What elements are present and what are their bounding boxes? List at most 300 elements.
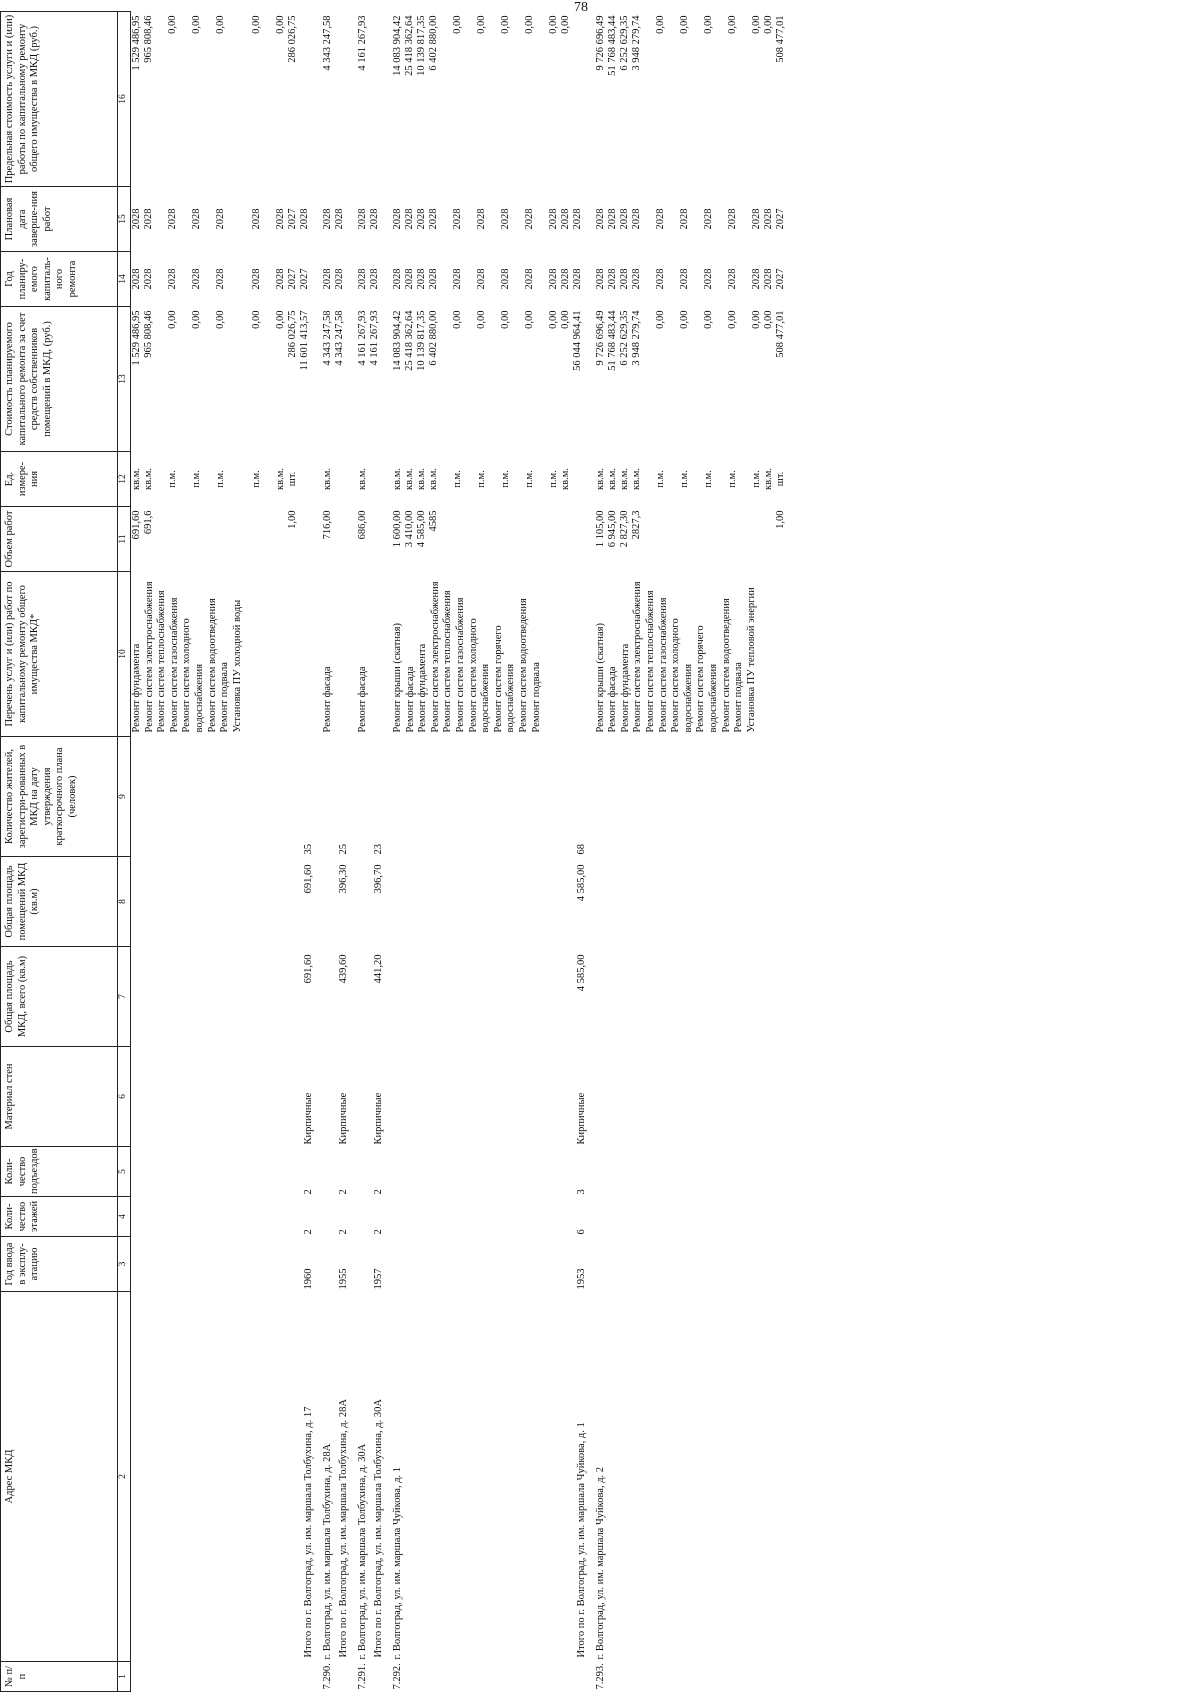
- empty-cell: [299, 452, 316, 507]
- limit-cost-value: [239, 16, 251, 185]
- volume-value: [263, 511, 275, 570]
- end-year-value: 2028: [594, 208, 606, 230]
- end-year-value: 2028: [451, 208, 463, 230]
- unit-value: п.м.: [702, 470, 714, 488]
- empty-cell: [131, 1662, 300, 1692]
- cost-value: 0,00: [191, 310, 202, 329]
- volume-value: [500, 511, 512, 570]
- end-year-value: 2028: [499, 208, 511, 230]
- end-year-value: 2028: [131, 208, 142, 230]
- volume-value: [691, 511, 703, 570]
- volume-value: [655, 511, 667, 570]
- repair-year-value: 2028: [618, 268, 630, 290]
- volume-value: [715, 511, 727, 570]
- volume-value: [488, 511, 500, 570]
- unit-value: п.м.: [726, 470, 738, 488]
- total-row: [369, 12, 386, 1692]
- residents: 23: [373, 844, 385, 855]
- area-rooms: 396,70: [373, 864, 385, 894]
- total-cost: 4 343 247,58: [334, 310, 346, 366]
- limit-cost-value: 286 026,75: [287, 15, 298, 63]
- header-floors: Коли-чество этажей: [1, 1197, 118, 1237]
- repair-year-value: 2028: [678, 268, 690, 290]
- empty-cell: [369, 452, 386, 507]
- volume-value: [512, 511, 524, 570]
- total-repair-year: 2027: [299, 268, 310, 290]
- works-cell: [316, 572, 335, 737]
- empty-cell: [589, 1197, 787, 1237]
- limit-cost-value: [667, 16, 679, 185]
- work-item: Ремонт систем газоснабжения: [657, 597, 669, 733]
- header-area-total: Общая площадь МКД, всего (кв.м): [1, 947, 118, 1047]
- total-repair-year: 2028: [369, 268, 381, 290]
- total-repair-year: 2028: [334, 268, 346, 290]
- empty-cell: [299, 572, 316, 737]
- header-residents: Количество жителей, зарегистри-рованных в МКД на дату утверждения краткосрочного плана (человек): [1, 737, 118, 857]
- repair-year-value: 2028: [630, 268, 642, 290]
- works-cell: [386, 572, 572, 737]
- unit-value: [536, 454, 548, 505]
- unit-value: кв.м.: [594, 468, 606, 490]
- work-item: Ремонт систем водоотведения: [517, 598, 529, 733]
- end-year-value: 2028: [475, 208, 487, 230]
- column-number: 10: [118, 572, 131, 737]
- area-total: 439,60: [338, 954, 350, 984]
- volume-value: [251, 511, 263, 570]
- volume-value: [667, 511, 679, 570]
- floors: 2: [338, 1229, 350, 1235]
- cost-value: [643, 311, 655, 450]
- unit-value: п.м.: [750, 470, 762, 488]
- volume-value: [751, 511, 763, 570]
- repair-year-value: [263, 254, 275, 305]
- repair-year-value: 2028: [547, 268, 559, 290]
- limit-cost-value: 0,00: [559, 15, 571, 34]
- cost-value: [440, 311, 452, 450]
- limit-cost-value: 0,00: [215, 15, 226, 34]
- end-year-value-cell: [386, 187, 572, 252]
- total-row: [572, 12, 589, 1692]
- repair-year-value: 2028: [451, 268, 463, 290]
- cost-value-cell: [589, 307, 787, 452]
- end-year-value: 2028: [143, 208, 154, 230]
- empty-cell: [386, 737, 572, 857]
- end-year-value-cell: [131, 187, 300, 252]
- limit-cost-value: 0,00: [167, 15, 178, 34]
- entrances: 2: [338, 1189, 350, 1195]
- cost-value: 0,00: [702, 310, 714, 329]
- cost-value: 0,00: [451, 310, 463, 329]
- cost-value: 3 948 279,74: [630, 310, 642, 366]
- unit-value: [715, 454, 727, 505]
- repair-year-value: 2028: [167, 268, 178, 290]
- end-year-value: 2027: [287, 208, 298, 230]
- cost-value: 0,00: [726, 310, 738, 329]
- unit-value-cell: [589, 452, 787, 507]
- limit-cost-value: [536, 16, 548, 185]
- entrances: 2: [303, 1189, 314, 1195]
- empty-cell: [386, 857, 572, 947]
- cost-value: 0,00: [499, 310, 511, 329]
- repair-year-value: [512, 254, 524, 305]
- work-item: Ремонт систем водоотведения: [720, 598, 732, 733]
- work-item: Установка ПУ холодной воды: [231, 599, 243, 733]
- year-built: 1955: [338, 1268, 350, 1290]
- end-year-value: [179, 189, 191, 250]
- repair-year-value: [227, 254, 239, 305]
- header-repair-year: Год планиру-емого капиталь-ного ремонта: [1, 252, 118, 307]
- empty-cell: [351, 947, 370, 1047]
- volume-value: 3 410,00: [403, 510, 415, 548]
- area-total: 691,60: [303, 954, 314, 984]
- end-year-value-cell: [316, 187, 335, 252]
- row-number: 7.291.: [356, 1663, 368, 1690]
- cost-value: 4 161 267,93: [356, 310, 368, 366]
- end-year-value: [239, 189, 251, 250]
- volume-value: [464, 511, 476, 570]
- cost-value: 1 529 486,95: [131, 310, 142, 366]
- limit-cost-value: [715, 16, 727, 185]
- cost-value: [179, 311, 191, 450]
- unit-value: [643, 454, 655, 505]
- empty-cell: [386, 947, 572, 1047]
- empty-cell: [589, 947, 787, 1047]
- column-number: 15: [118, 187, 131, 252]
- repair-year-value: [239, 254, 251, 305]
- area-rooms: 4 585,00: [575, 864, 587, 902]
- empty-cell: [369, 1662, 386, 1692]
- empty-cell: [572, 1662, 589, 1692]
- volume-value: [203, 511, 215, 570]
- empty-cell: [316, 737, 335, 857]
- volume-value: 1 600,00: [391, 510, 403, 548]
- cost-value: 0,00: [167, 310, 178, 329]
- unit-value: п.м.: [523, 470, 535, 488]
- column-number: 1: [118, 1662, 131, 1692]
- volume-value: [703, 511, 715, 570]
- cost-value: [667, 311, 679, 450]
- limit-cost-value: [155, 16, 167, 185]
- unit-value: кв.м.: [762, 468, 774, 490]
- repair-year-value: [739, 254, 751, 305]
- address-row: [589, 12, 787, 1692]
- cost-value: 0,00: [523, 310, 535, 329]
- total-row: [334, 12, 351, 1692]
- volume-value: [155, 511, 167, 570]
- repair-year-value: 2027: [774, 268, 786, 290]
- unit-value: кв.м.: [415, 468, 427, 490]
- limit-cost-value: [488, 16, 500, 185]
- repair-year-value: 2028: [321, 268, 333, 290]
- work-item: Установка ПУ тепловой энергии: [745, 587, 757, 733]
- work-item: Ремонт крыши (скатная): [594, 622, 606, 733]
- volume-value: 686,00: [356, 510, 368, 540]
- unit-value: кв.м.: [321, 468, 333, 490]
- repair-year-value: [155, 254, 167, 305]
- header-num: № п/п: [1, 1662, 118, 1692]
- empty-cell: [316, 1197, 335, 1237]
- empty-cell: [351, 1197, 370, 1237]
- header-area-rooms: Общая площадь помещений МКД (кв.м): [1, 857, 118, 947]
- repair-year-value: 2028: [475, 268, 487, 290]
- work-item: Ремонт подвала: [219, 662, 231, 733]
- work-item: Ремонт подвала: [733, 662, 745, 733]
- cost-value: 286 026,75: [287, 310, 298, 358]
- unit-value: [440, 454, 452, 505]
- empty-cell: [334, 507, 351, 572]
- cost-value: 0,00: [547, 310, 559, 329]
- limit-cost-value: 25 418 362,64: [403, 15, 415, 76]
- end-year-value: 2028: [415, 208, 427, 230]
- address: г. Волгоград, ул. им. маршала Толбухина, д. 28А: [321, 1443, 333, 1660]
- limit-cost-value: 0,00: [547, 15, 559, 34]
- volume-value: [275, 511, 287, 570]
- end-year-value: 2028: [167, 208, 178, 230]
- volume-value: 2827,3: [630, 510, 642, 540]
- entrances: 2: [373, 1189, 385, 1195]
- header-entrances: Коли-чество подъездов: [1, 1147, 118, 1197]
- total-end-year: 2028: [571, 208, 583, 230]
- work-item: Ремонт систем теплоснабжения: [644, 590, 656, 733]
- repair-year-value: 2028: [523, 268, 535, 290]
- end-year-value: [512, 189, 524, 250]
- volume-value: [727, 511, 739, 570]
- limit-cost-value: 965 808,46: [143, 15, 154, 63]
- end-year-value: 2028: [251, 208, 262, 230]
- repair-year-value: 2028: [356, 268, 368, 290]
- work-item: Ремонт систем газоснабжения: [454, 597, 466, 733]
- limit-cost-value: 0,00: [762, 15, 774, 34]
- end-year-value: 2028: [750, 208, 762, 230]
- column-number: 6: [118, 1047, 131, 1147]
- cost-value: 0,00: [678, 310, 690, 329]
- unit-value: кв.м.: [559, 468, 571, 490]
- unit-value: п.м.: [547, 470, 559, 488]
- limit-cost-value: [263, 16, 275, 185]
- cost-value: [155, 311, 167, 450]
- cost-value: [203, 311, 215, 450]
- volume-value: [739, 511, 751, 570]
- repair-year-value-cell: [351, 252, 370, 307]
- empty-cell: [131, 1047, 300, 1147]
- page-number: 78: [574, 0, 588, 15]
- works-cell: [351, 572, 370, 737]
- cost-value: 965 808,46: [143, 310, 154, 358]
- repair-year-value: 2028: [427, 268, 439, 290]
- work-item: Ремонт систем электроснабжения: [632, 581, 644, 733]
- cost-value: 0,00: [215, 310, 226, 329]
- unit-value: [155, 454, 167, 505]
- area-total: 4 585,00: [575, 954, 587, 992]
- header-limit-cost: Предельная стоимость услуги и (или) работы по капитальному ремонту общего имущества в МКД (руб.): [1, 12, 118, 187]
- unit-value: п.м.: [451, 470, 463, 488]
- total-end-year: 2028: [299, 208, 310, 230]
- total-address: Итого по г. Волгоград, ул. им. маршала Толбухина, д. 28А: [338, 1399, 350, 1658]
- empty-cell: [131, 947, 300, 1047]
- work-item: Ремонт систем электроснабжения: [429, 581, 441, 733]
- limit-cost-value: 3 948 279,74: [630, 15, 642, 71]
- repair-year-value: [440, 254, 452, 305]
- end-year-value: [488, 189, 500, 250]
- area-total: 441,20: [373, 954, 385, 984]
- volume-value: [560, 511, 572, 570]
- repair-year-value: 2028: [499, 268, 511, 290]
- address-row: [316, 12, 335, 1692]
- unit-value: [263, 454, 275, 505]
- total-end-year: 2028: [369, 208, 381, 230]
- repair-year-value-cell: [316, 252, 335, 307]
- end-year-value: [203, 189, 215, 250]
- year-built: 1960: [303, 1268, 314, 1290]
- empty-cell: [572, 452, 589, 507]
- year-built: 1953: [575, 1268, 587, 1290]
- empty-cell: [316, 1047, 335, 1147]
- capital-repair-table: [0, 11, 787, 1692]
- repair-year-value: [691, 254, 703, 305]
- total-address: Итого по г. Волгоград, ул. им. маршала Чуйкова, д. 1: [575, 1422, 587, 1658]
- header-row: [1, 12, 118, 1692]
- empty-cell: [334, 572, 351, 737]
- unit-value: кв.м.: [606, 468, 618, 490]
- limit-cost-value: [464, 16, 476, 185]
- limit-cost-value: [643, 16, 655, 185]
- empty-cell: [351, 1047, 370, 1147]
- repair-year-value: 2027: [287, 268, 298, 290]
- cost-value: 9 726 696,49: [594, 310, 606, 366]
- end-year-value: 2028: [523, 208, 535, 230]
- cost-value: 0,00: [762, 310, 774, 329]
- column-number: 4: [118, 1197, 131, 1237]
- empty-cell: [334, 12, 351, 187]
- limit-cost-value-cell: [316, 12, 335, 187]
- repair-year-value: 2028: [391, 268, 403, 290]
- empty-cell: [572, 507, 589, 572]
- work-item: Ремонт крыши (скатная): [391, 622, 403, 733]
- unit-value: п.м.: [215, 470, 226, 488]
- unit-value-cell: [316, 452, 335, 507]
- empty-cell: [131, 1237, 300, 1292]
- rotated-table-container: [0, 12, 1200, 1692]
- unit-value: [512, 454, 524, 505]
- repair-year-value: [464, 254, 476, 305]
- repair-year-value-cell: [589, 252, 787, 307]
- total-end-year: 2028: [334, 208, 346, 230]
- cost-value: 6 402 880,00: [427, 310, 439, 366]
- limit-cost-value: 0,00: [475, 15, 487, 34]
- header-end-date: Плановая дата заверше-ния работ: [1, 187, 118, 252]
- limit-cost-value: 0,00: [451, 15, 463, 34]
- work-item: Ремонт фасада: [356, 666, 368, 733]
- unit-value: [179, 454, 191, 505]
- entrances: 3: [575, 1189, 587, 1195]
- empty-cell: [589, 857, 787, 947]
- limit-cost-value: [691, 16, 703, 185]
- work-item: Ремонт систем холодного водоснабжения: [670, 618, 694, 733]
- volume-value: [643, 511, 655, 570]
- unit-value-cell: [386, 452, 572, 507]
- floors: 6: [575, 1229, 587, 1235]
- empty-cell: [572, 572, 589, 737]
- limit-cost-value: 4 343 247,58: [321, 15, 333, 71]
- column-number: 3: [118, 1237, 131, 1292]
- header-unit: Ед. измере-ния: [1, 452, 118, 507]
- work-item: Ремонт систем холодного водоснабжения: [467, 618, 492, 733]
- limit-cost-value-cell: [386, 12, 572, 187]
- row-number: 7.292.: [391, 1663, 403, 1690]
- end-year-value: 2028: [630, 208, 642, 230]
- limit-cost-value: 6 402 880,00: [427, 15, 439, 71]
- end-year-value: 2028: [215, 208, 226, 230]
- empty-cell: [351, 1147, 370, 1197]
- unit-value: п.м.: [654, 470, 666, 488]
- cost-value: 4 343 247,58: [321, 310, 333, 366]
- column-number-row: [118, 12, 131, 1692]
- empty-cell: [334, 452, 351, 507]
- volume-value: [536, 511, 548, 570]
- limit-cost-value: 0,00: [726, 15, 738, 34]
- column-number: 5: [118, 1147, 131, 1197]
- total-address: Итого по г. Волгоград, ул. им. маршала Толбухина, д. 30А: [373, 1399, 385, 1658]
- repair-year-value-cell: [131, 252, 300, 307]
- volume-value: [179, 511, 191, 570]
- limit-cost-value: [440, 16, 452, 185]
- volume-value: [440, 511, 452, 570]
- wall-material: Кирпичные: [303, 1092, 314, 1145]
- repair-year-value: [667, 254, 679, 305]
- header-wall-material: Материал стен: [1, 1047, 118, 1147]
- unit-value: [239, 454, 251, 505]
- repair-year-value: 2028: [403, 268, 415, 290]
- end-year-value: 2028: [275, 208, 286, 230]
- end-year-value: 2028: [559, 208, 571, 230]
- empty-cell: [334, 1662, 351, 1692]
- end-year-value: [691, 189, 703, 250]
- address: г. Волгоград, ул. им. маршала Чуйкова, д. 2: [594, 1466, 606, 1660]
- end-year-value: 2028: [606, 208, 618, 230]
- unit-value: кв.м.: [143, 468, 154, 490]
- cost-value: 0,00: [251, 310, 262, 329]
- volume-value: [452, 511, 464, 570]
- end-year-value: [440, 189, 452, 250]
- work-item: Ремонт фундамента: [417, 643, 429, 733]
- work-item: Ремонт систем электроснабжения: [143, 581, 155, 733]
- limit-cost-value: [739, 16, 751, 185]
- total-cost: 11 601 413,57: [299, 310, 310, 371]
- work-item: Ремонт систем газоснабжения: [168, 597, 180, 733]
- end-year-value: [739, 189, 751, 250]
- volume-value-cell: [351, 507, 370, 572]
- column-number: 2: [118, 1292, 131, 1662]
- end-year-value: 2028: [678, 208, 690, 230]
- limit-cost-value: 9 726 696,49: [594, 15, 606, 71]
- works-cell: [131, 572, 300, 737]
- repair-year-value: 2028: [750, 268, 762, 290]
- end-year-value: [667, 189, 679, 250]
- wall-material: Кирпичные: [373, 1092, 385, 1145]
- work-item: Ремонт фасада: [321, 666, 333, 733]
- repair-year-value: 2028: [143, 268, 154, 290]
- total-address: Итого по г. Волгоград, ул. им. маршала Толбухина, д. 17: [303, 1406, 314, 1658]
- empty-cell: [386, 1197, 572, 1237]
- unit-value: кв.м.: [618, 468, 630, 490]
- end-year-value: 2027: [774, 208, 786, 230]
- empty-cell: [351, 857, 370, 947]
- work-item: Ремонт систем горячего водоснабжения: [695, 625, 719, 733]
- end-year-value: 2028: [702, 208, 714, 230]
- work-item: Ремонт систем теплоснабжения: [156, 590, 168, 733]
- limit-cost-value: 0,00: [678, 15, 690, 34]
- empty-cell: [589, 737, 787, 857]
